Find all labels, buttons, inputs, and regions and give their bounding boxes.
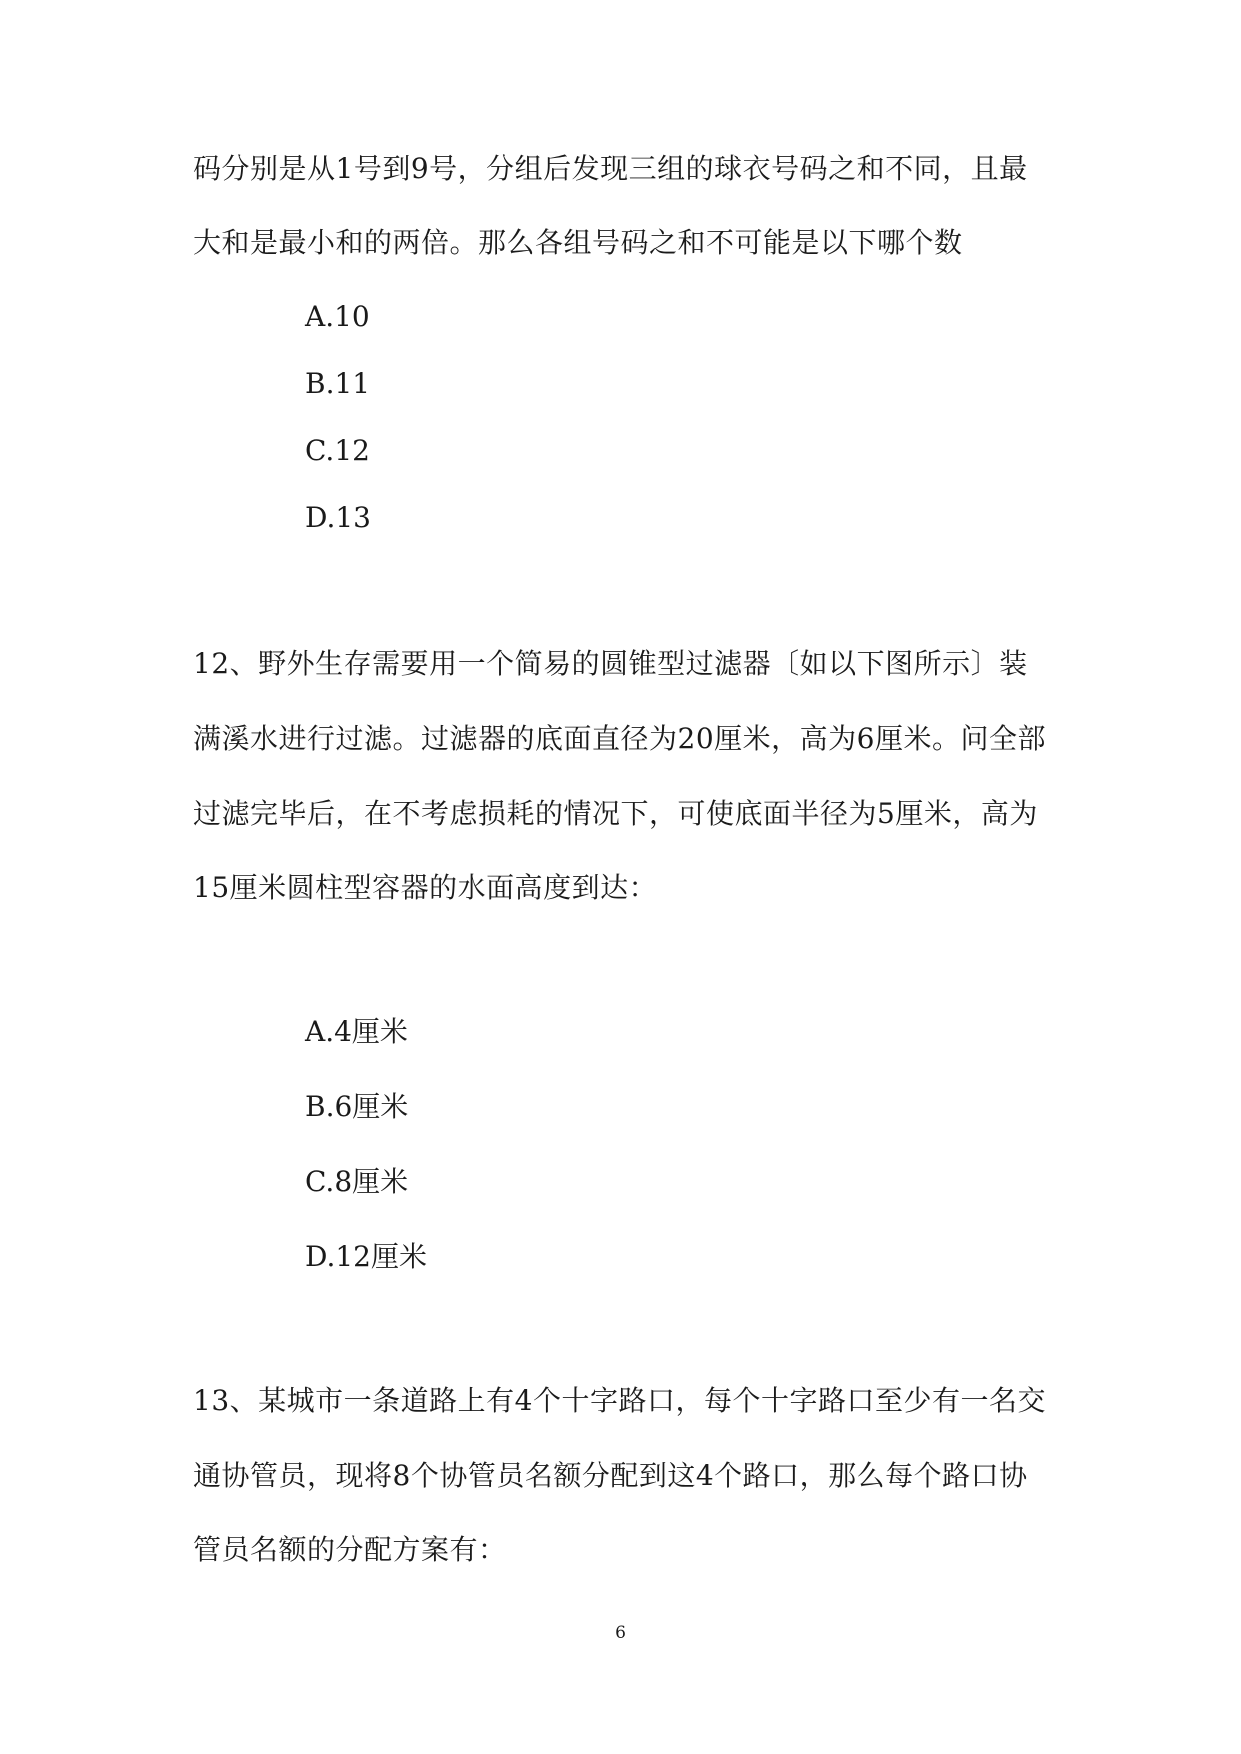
q11-text-line-2: 大和是最小和的两倍。那么各组号码之和不可能是以下哪个数 (193, 226, 963, 259)
q12-text-line-1: 12、野外生存需要用一个简易的圆锥型过滤器〔如以下图所示〕装 (193, 647, 1028, 680)
q12-option-a: A.4厘米 (305, 1015, 408, 1048)
q13-text-line-3: 管员名额的分配方案有： (193, 1533, 507, 1566)
q12-text-line-4: 15厘米圆柱型容器的水面高度到达： (193, 871, 658, 904)
q13-text-line-2: 通协管员，现将8个协管员名额分配到这4个路口，那么每个路口协 (193, 1459, 1028, 1492)
q12-text-line-2: 满溪水进行过滤。过滤器的底面直径为20厘米，高为6厘米。问全部 (193, 722, 1046, 755)
q12-option-d: D.12厘米 (305, 1240, 427, 1273)
page-number: 6 (615, 1623, 626, 1643)
q11-option-b: B.11 (305, 367, 371, 400)
q13-text-line-1: 13、某城市一条道路上有4个十字路口，每个十字路口至少有一名交 (193, 1384, 1046, 1417)
q12-option-b: B.6厘米 (305, 1090, 409, 1123)
q11-text-line-1: 码分别是从1号到9号，分组后发现三组的球衣号码之和不同，且最 (193, 152, 1028, 185)
q12-option-c: C.8厘米 (305, 1165, 409, 1198)
q11-option-a: A.10 (305, 300, 370, 333)
q11-option-c: C.12 (305, 434, 370, 467)
q11-option-d: D.13 (305, 501, 371, 534)
q12-text-line-3: 过滤完毕后，在不考虑损耗的情况下，可使底面半径为5厘米，高为 (193, 797, 1038, 830)
